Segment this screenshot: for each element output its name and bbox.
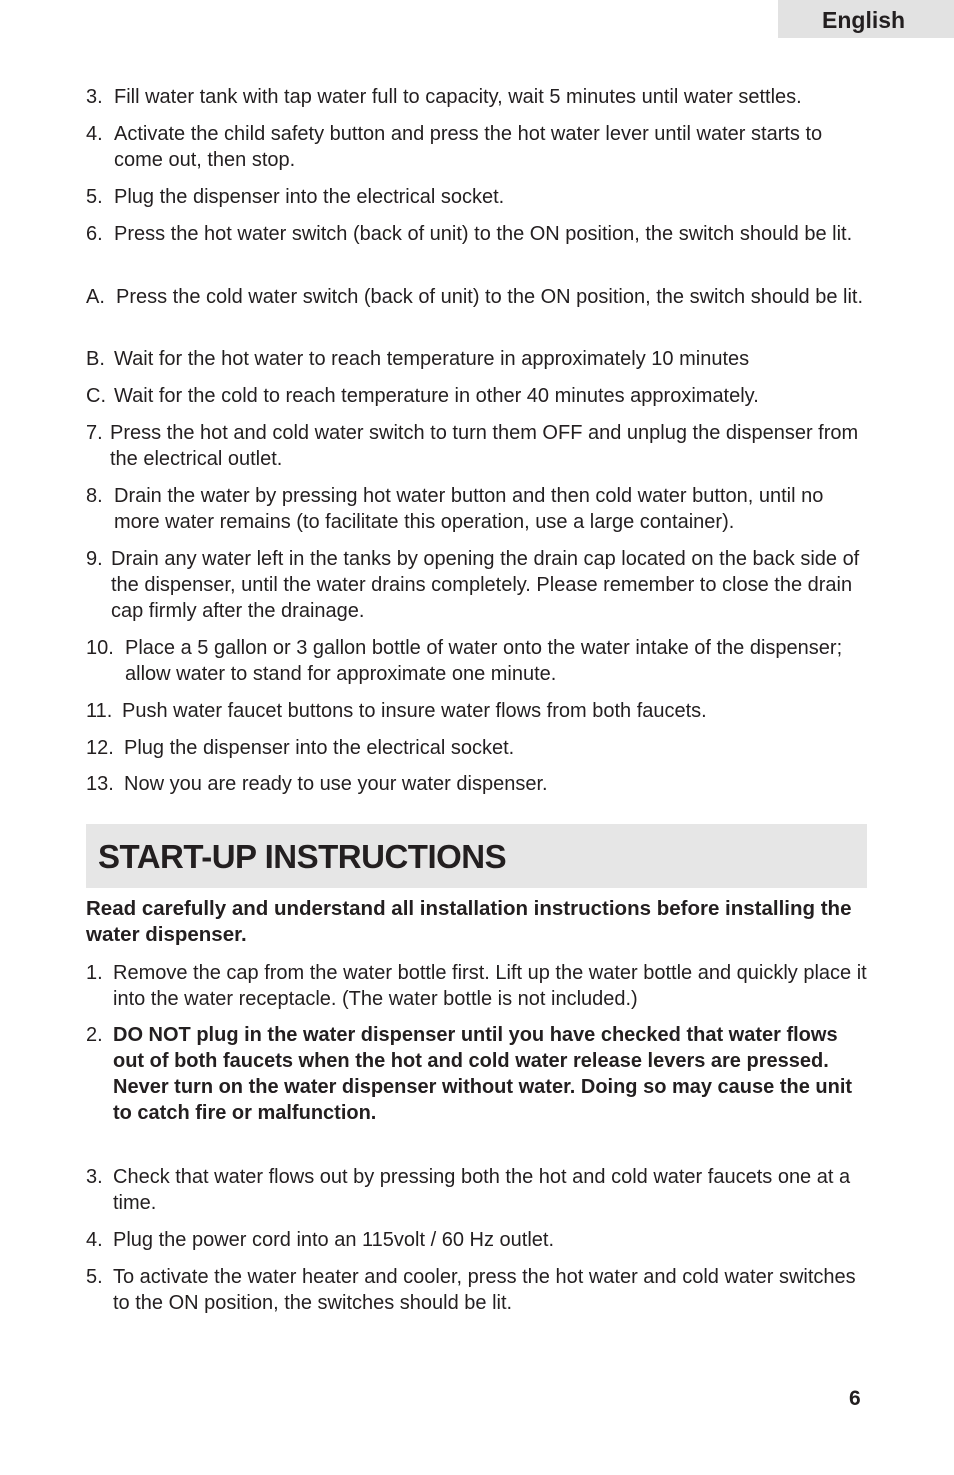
list-item bbox=[86, 698, 868, 724]
step-text: Press the cold water switch (back of unit) to the ON position, the switch should be lit. bbox=[116, 286, 864, 308]
list-item bbox=[86, 1227, 868, 1253]
step-text: Now you are ready to use your water dispenser. bbox=[124, 773, 548, 795]
list-item bbox=[86, 346, 868, 372]
step-text: Press the hot water switch (back of unit) to the ON position, the switch should be lit. bbox=[114, 223, 853, 245]
list-item bbox=[86, 546, 868, 624]
step-number: 3. bbox=[86, 86, 103, 108]
language-tab: English bbox=[778, 0, 954, 38]
list-item bbox=[86, 121, 868, 173]
step-number: 12. bbox=[86, 737, 114, 759]
startup-intro: Read carefully and understand all installation instructions before installing the water dispenser. bbox=[86, 897, 852, 946]
list-item bbox=[86, 1264, 868, 1316]
list-item bbox=[86, 771, 868, 797]
step-number: 13. bbox=[86, 773, 114, 795]
step-number: A. bbox=[86, 286, 105, 308]
step-number: 7. bbox=[86, 422, 103, 444]
step-number: 2. bbox=[86, 1024, 103, 1046]
list-item bbox=[86, 960, 868, 1012]
step-text: Remove the cap from the water bottle first. Lift up the water bottle and quickly place it into the water receptacle. (The water bottle is not included.) bbox=[113, 962, 867, 1010]
step-text: Check that water flows out by pressing both the hot and cold water faucets one at a time. bbox=[113, 1166, 851, 1214]
step-number: 6. bbox=[86, 223, 103, 245]
list-item bbox=[86, 635, 868, 687]
step-number: C. bbox=[86, 385, 106, 407]
step-number: 4. bbox=[86, 1229, 103, 1251]
step-number: 5. bbox=[86, 1266, 103, 1288]
step-number: 10. bbox=[86, 637, 114, 659]
step-number: 8. bbox=[86, 485, 103, 507]
list-item bbox=[86, 284, 868, 310]
step-text: Drain any water left in the tanks by opening the drain cap located on the back side of the dispenser, until the water drains completely. Please remember to close the drain cap firmly after the drainage. bbox=[111, 548, 860, 622]
step-text: Plug the dispenser into the electrical socket. bbox=[124, 737, 515, 759]
step-number: 1. bbox=[86, 962, 103, 984]
step-number: 9. bbox=[86, 548, 103, 570]
step-number: 3. bbox=[86, 1166, 103, 1188]
step-number: 11. bbox=[86, 700, 113, 722]
step-number: B. bbox=[86, 348, 105, 370]
list-item bbox=[86, 735, 868, 761]
section-heading: START-UP INSTRUCTIONS bbox=[98, 838, 507, 875]
step-text: Drain the water by pressing hot water button and then cold water button, until no more water remains (to facilitate this operation, use a large container). bbox=[114, 485, 824, 533]
step-text: Wait for the hot water to reach temperature in approximately 10 minutes bbox=[114, 348, 750, 370]
step-number: 5. bbox=[86, 186, 103, 208]
step-text: To activate the water heater and cooler, press the hot water and cold water switches to the ON position, the switches should be lit. bbox=[113, 1266, 856, 1314]
list-item bbox=[86, 221, 868, 247]
step-number: 4. bbox=[86, 123, 103, 145]
page-number: 6 bbox=[849, 1387, 861, 1410]
list-item bbox=[86, 420, 868, 472]
step-text: Place a 5 gallon or 3 gallon bottle of water onto the water intake of the dispenser; allow water to stand for approximate one minute. bbox=[125, 637, 843, 685]
step-text-warning: DO NOT plug in the water dispenser until you have checked that water flows out of both faucets when the hot and cold water release levers are pressed. Never turn on the water dispenser without water. Doing so may cause the unit to catch fire or malfunction. bbox=[113, 1024, 853, 1124]
list-item bbox=[86, 1022, 868, 1126]
step-text: Wait for the cold to reach temperature in other 40 minutes approximately. bbox=[114, 385, 759, 407]
list-item bbox=[86, 84, 876, 110]
list-item bbox=[86, 383, 868, 409]
section-heading-bar bbox=[86, 824, 867, 888]
list-item bbox=[86, 483, 868, 535]
step-text: Activate the child safety button and press the hot water lever until water starts to come out, then stop. bbox=[114, 123, 823, 171]
step-text: Plug the power cord into an 115volt / 60 Hz outlet. bbox=[113, 1229, 555, 1251]
step-text: Press the hot and cold water switch to turn them OFF and unplug the dispenser from the electrical outlet. bbox=[110, 422, 859, 470]
step-text: Fill water tank with tap water full to capacity, wait 5 minutes until water settles. bbox=[114, 86, 802, 108]
list-item bbox=[86, 184, 868, 210]
step-text: Push water faucet buttons to insure water flows from both faucets. bbox=[122, 700, 707, 722]
list-item bbox=[86, 1164, 868, 1216]
step-text: Plug the dispenser into the electrical socket. bbox=[114, 186, 505, 208]
